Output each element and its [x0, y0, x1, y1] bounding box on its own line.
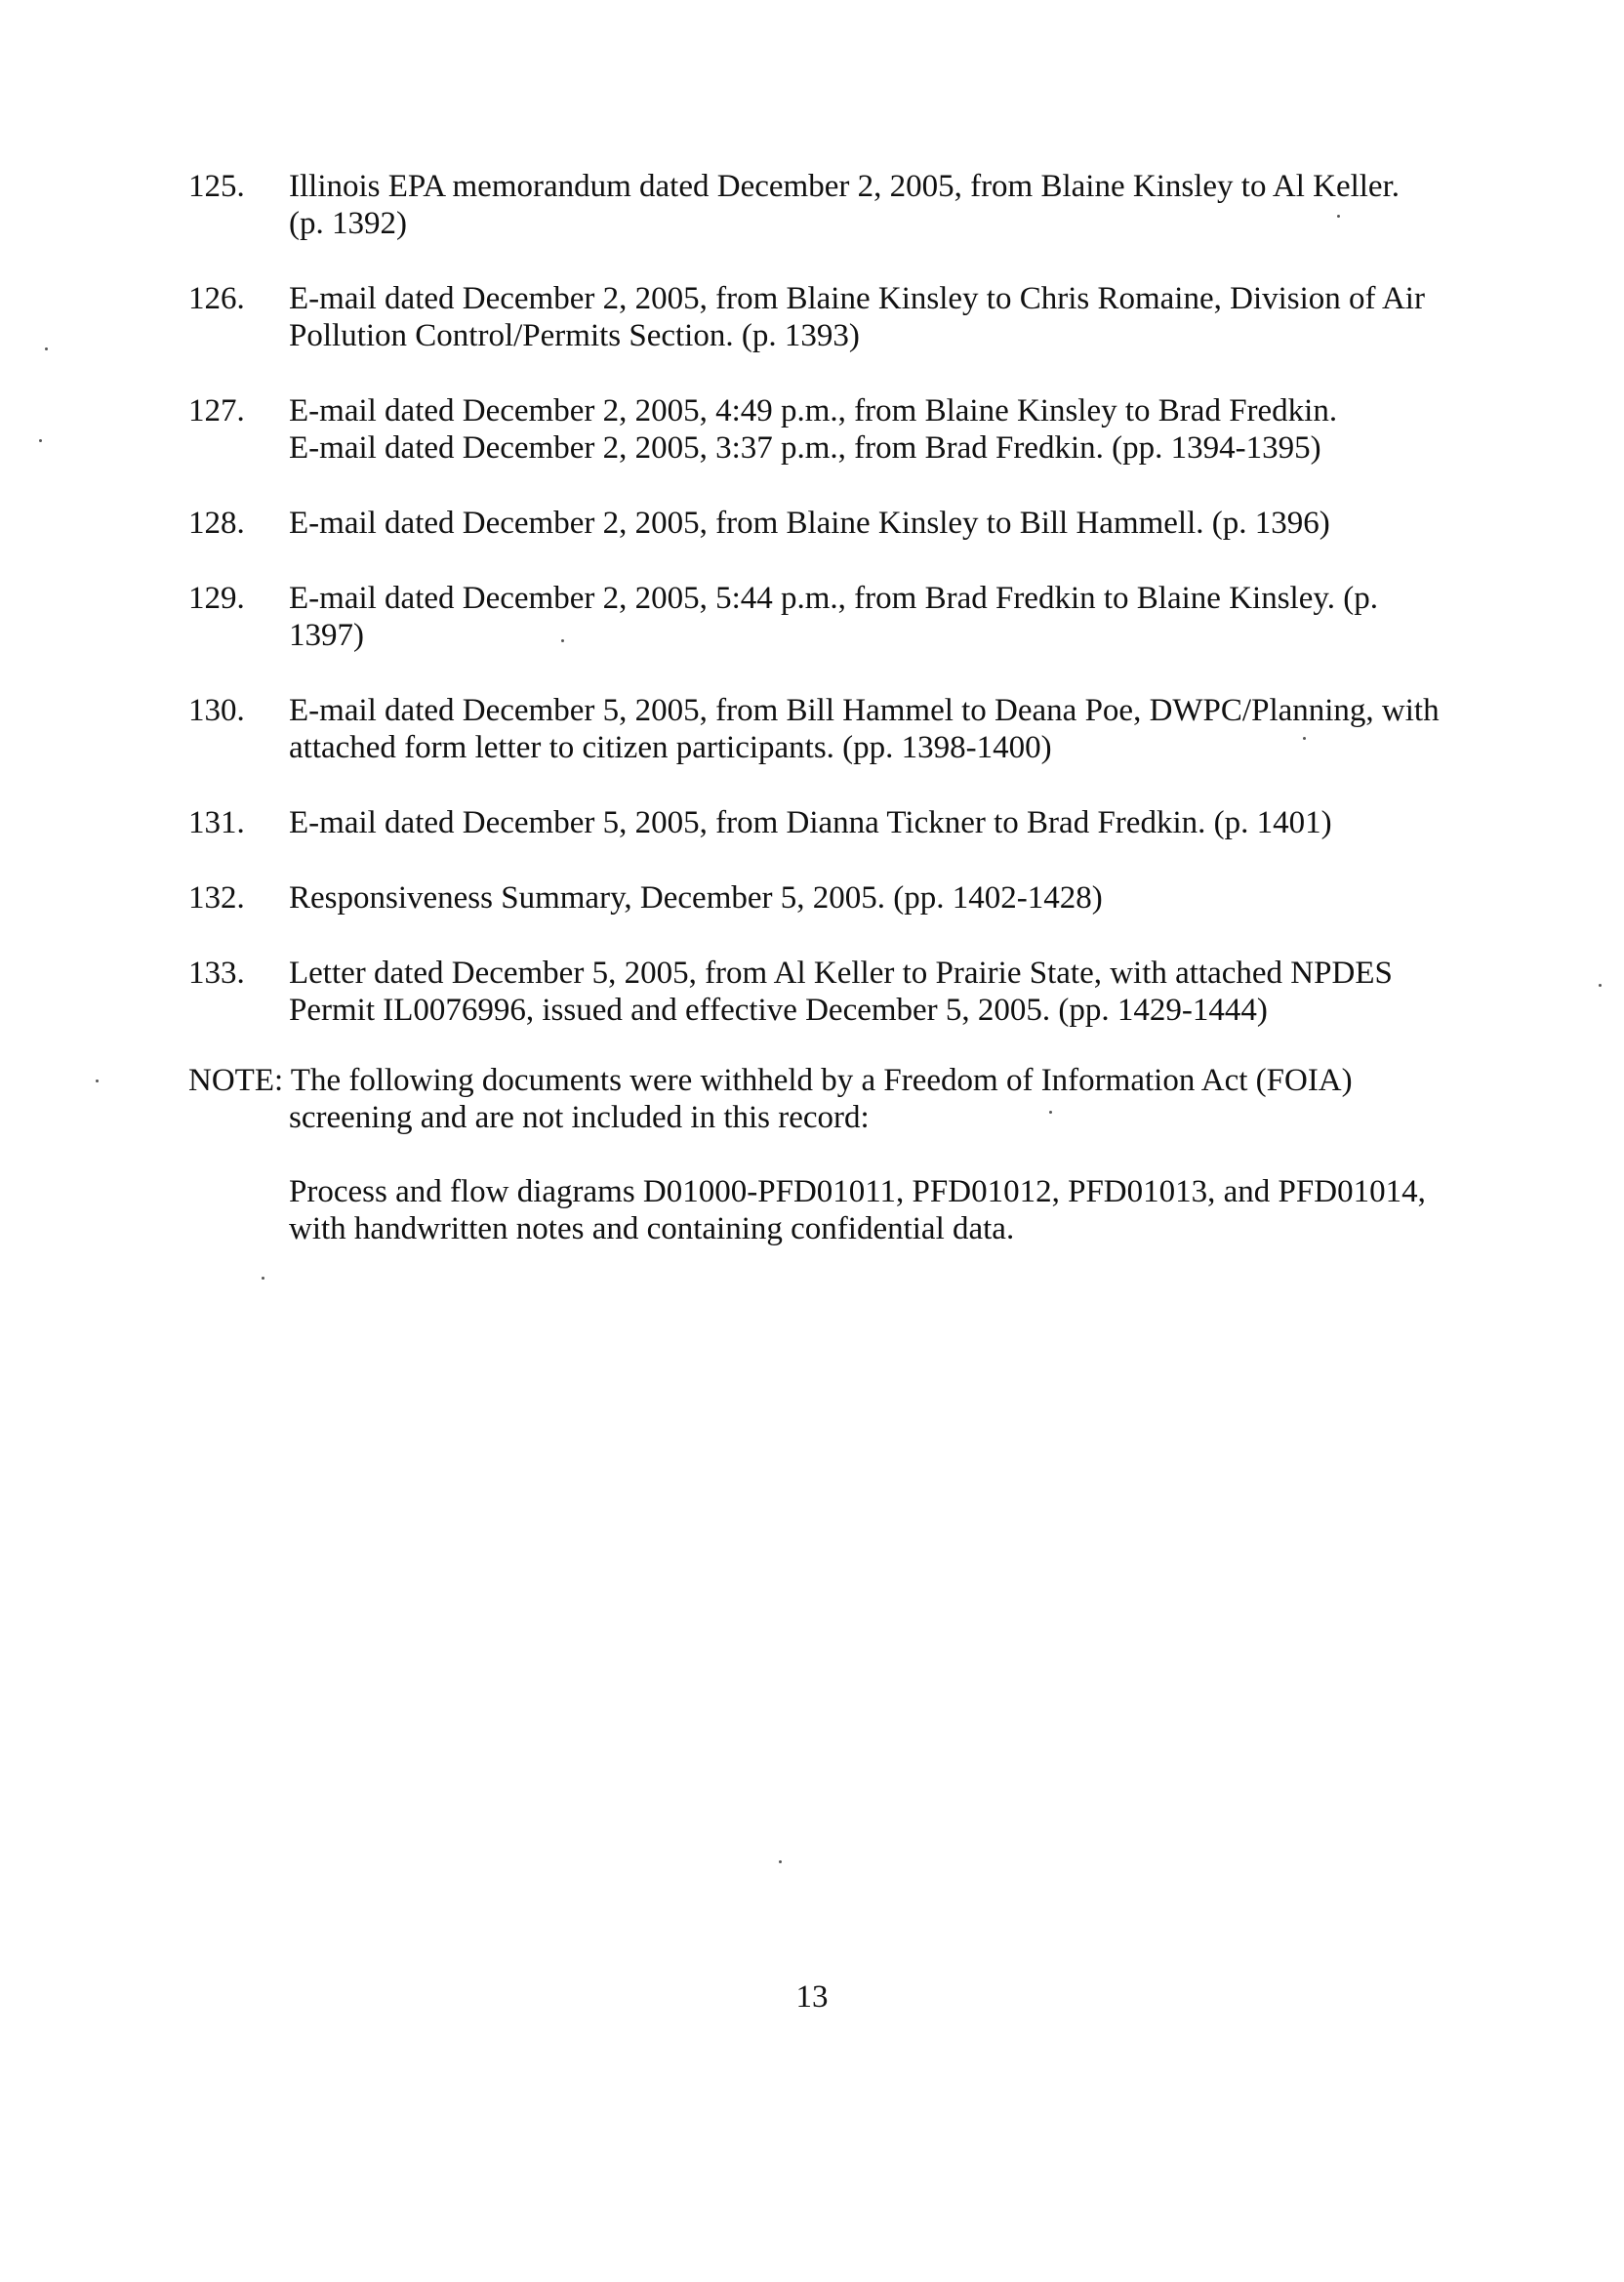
item-number: 126.: [188, 281, 245, 316]
item-text-line: Permit IL0076996, issued and effective December 5, 2005. (pp. 1429-1444): [289, 993, 1268, 1028]
item-text-line: E-mail dated December 5, 2005, from Bill Hammel to Deana Poe, DWPC/Planning, with: [289, 693, 1440, 728]
item-text-line: (p. 1392): [289, 206, 407, 241]
item-text-line: attached form letter to citizen participants. (pp. 1398-1400): [289, 730, 1052, 765]
item-number: 129.: [188, 581, 245, 616]
item-text-line: Letter dated December 5, 2005, from Al Keller to Prairie State, with attached NPDES: [289, 956, 1393, 991]
item-text-line: Responsiveness Summary, December 5, 2005. (pp. 1402-1428): [289, 880, 1103, 916]
scan-speck: [1599, 984, 1602, 987]
scan-speck: [1303, 737, 1306, 740]
note-paragraph: [188, 1173, 1457, 1247]
item-text-line: E-mail dated December 2, 2005, from Blaine Kinsley to Bill Hammell. (p. 1396): [289, 506, 1330, 541]
scan-speck: [1337, 215, 1340, 218]
item-number: 133.: [188, 956, 245, 991]
record-index-list: [188, 168, 1457, 1067]
item-text-line: Illinois EPA memorandum dated December 2, 2005, from Blaine Kinsley to Al Keller.: [289, 169, 1401, 204]
list-item: [188, 804, 1457, 841]
scan-speck: [1049, 1111, 1052, 1114]
item-text-line: E-mail dated December 2, 2005, 3:37 p.m., from Brad Fredkin. (pp. 1394-1395): [289, 430, 1321, 466]
list-item: [188, 505, 1457, 542]
scan-speck: [262, 1277, 264, 1280]
note-continuation-line: screening and are not included in this record:: [289, 1100, 870, 1135]
item-number: 132.: [188, 880, 245, 916]
list-item: [188, 580, 1457, 654]
list-item: [188, 692, 1457, 766]
item-text-line: 1397): [289, 618, 364, 653]
item-text-line: E-mail dated December 2, 2005, 5:44 p.m., from Brad Fredkin to Blaine Kinsley. (p.: [289, 581, 1378, 616]
scan-speck: [561, 639, 564, 642]
scan-speck: [39, 439, 42, 442]
item-text-line: E-mail dated December 2, 2005, 4:49 p.m., from Blaine Kinsley to Brad Fredkin.: [289, 393, 1338, 428]
item-number: 127.: [188, 393, 245, 428]
item-text-line: E-mail dated December 5, 2005, from Dianna Tickner to Brad Fredkin. (p. 1401): [289, 805, 1332, 840]
page-number: 13: [795, 1979, 829, 2015]
list-item: [188, 879, 1457, 917]
item-number: 131.: [188, 805, 245, 840]
list-item: [188, 955, 1457, 1029]
item-text-line: Pollution Control/Permits Section. (p. 1393): [289, 318, 860, 353]
note-heading-line: NOTE: The following documents were withheld by a Freedom of Information Act (FOIA): [188, 1063, 1353, 1098]
scan-speck: [45, 347, 48, 350]
scan-speck: [779, 1860, 782, 1863]
item-text-line: E-mail dated December 2, 2005, from Blaine Kinsley to Chris Romaine, Division of Air: [289, 281, 1425, 316]
scan-speck: [96, 1080, 99, 1082]
note-paragraph-line: with handwritten notes and containing confidential data.: [289, 1211, 1015, 1246]
foia-note: [188, 1062, 1457, 1247]
list-item: [188, 392, 1457, 467]
list-item: [188, 280, 1457, 354]
list-item: [188, 168, 1457, 242]
note-paragraph-line: Process and flow diagrams D01000-PFD01011, PFD01012, PFD01013, and PFD01014,: [289, 1174, 1426, 1209]
item-number: 130.: [188, 693, 245, 728]
item-number: 128.: [188, 506, 245, 541]
item-number: 125.: [188, 169, 245, 204]
